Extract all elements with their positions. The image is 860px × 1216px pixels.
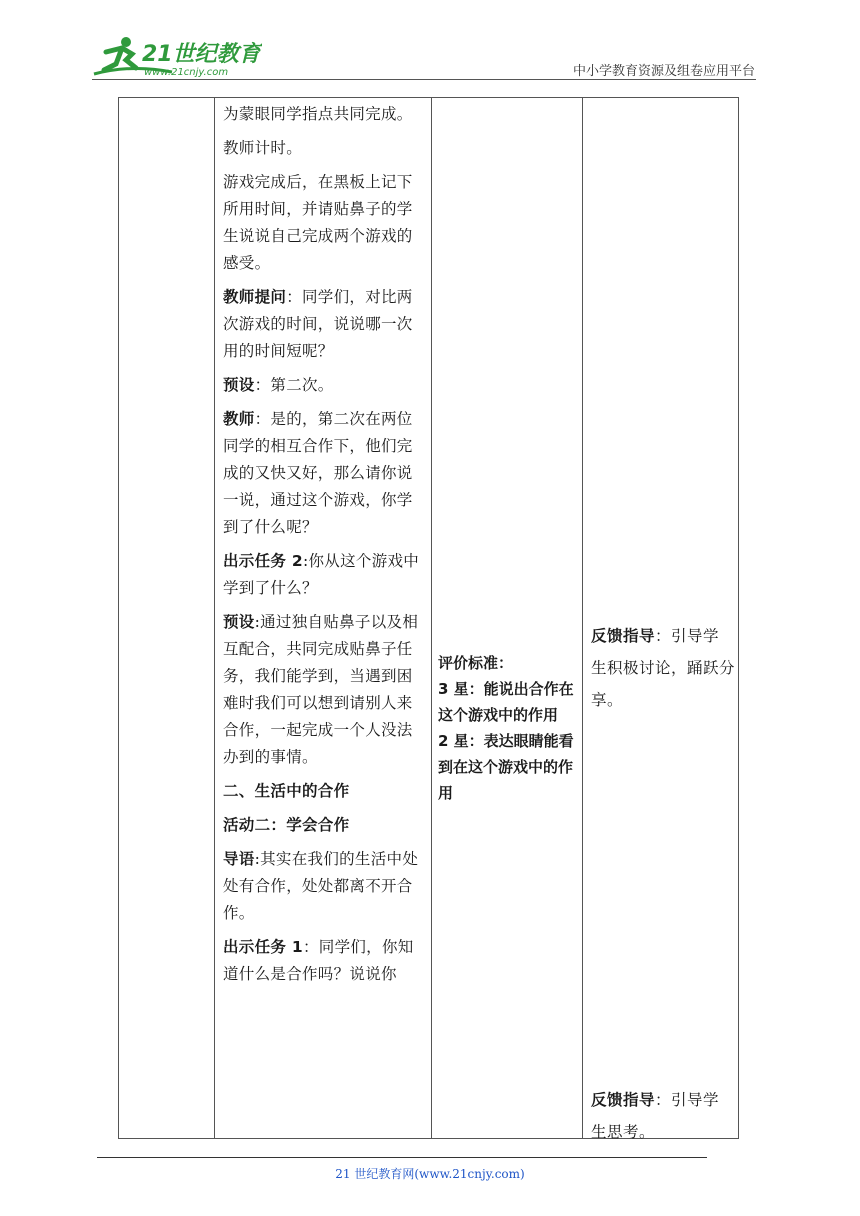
feedback-guidance-1: 反馈指导：引导学生积极讨论，踊跃分享。 [591, 627, 736, 709]
label-bold: 预设 [223, 376, 255, 394]
table-cell-activity [215, 98, 432, 1139]
table-cell-empty [119, 98, 215, 1139]
paragraph: 预设:通过独自贴鼻子以及相互配合，共同完成贴鼻子任务，我们能学到，当遇到困难时我们可以想到请别人来合作，一起完成一个人没法办到的事情。 [223, 613, 419, 766]
paragraph: 为蒙眼同学指点共同完成。 [223, 105, 413, 123]
paragraph: 预设：第二次。 [223, 376, 334, 394]
activity-heading: 活动二：学会合作 [223, 816, 350, 834]
footer-divider [97, 1157, 707, 1158]
svg-text:21世纪教育: 21世纪教育 [142, 42, 261, 67]
page-header [0, 0, 860, 80]
paragraph: 导语:其实在我们的生活中处处有合作，处处都离不开合作。 [223, 850, 419, 922]
table-cell-criteria [432, 98, 583, 1139]
label-bold: 教师提问 [223, 288, 287, 306]
header-divider [92, 79, 756, 80]
site-title: 中小学教育资源及组卷应用平台 [572, 64, 755, 79]
paragraph: 教师提问：同学们，对比两次游戏的时间，说说哪一次用的时间短呢？ [223, 288, 413, 360]
label-bold: 预设 [223, 613, 255, 631]
label-bold: 出示任务 1 [223, 938, 303, 956]
paragraph: 游戏完成后，在黑板上记下所用时间，并请贴鼻子的学生说说自己完成两个游戏的感受。 [223, 173, 413, 272]
feedback-guidance-2: 反馈指导：引导学生思考。 [591, 1091, 720, 1141]
table-row [119, 98, 739, 1139]
section-heading: 二、生活中的合作 [223, 782, 350, 800]
svg-text:www.21cnjy.com: www.21cnjy.com [144, 67, 229, 78]
footer-text: 21 世纪教育网(www.21cnjy.com) [335, 1167, 525, 1181]
paragraph: 出示任务 2:你从这个游戏中学到了什么？ [223, 552, 420, 597]
label-bold: 出示任务 2 [223, 552, 303, 570]
table-cell-feedback [583, 98, 739, 1139]
paragraph: 出示任务 1：同学们，你知道什么是合作吗？说说你 [223, 938, 414, 983]
evaluation-criteria: 评价标准： 3 星：能说出合作在这个游戏中的作用 2 星：表达眼睛能看到在这个游戏中的作用 [438, 654, 574, 802]
paragraph: 教师：是的，第二次在两位同学的相互合作下，他们完成的又快又好，那么请你说一说，通过这个游戏，你学到了什么呢？ [223, 410, 413, 536]
label-bold: 教师 [223, 410, 255, 428]
label-bold: 导语 [223, 850, 255, 868]
paragraph: 教师计时。 [223, 139, 303, 157]
lesson-table [118, 97, 739, 1139]
logo-21cnjy [92, 34, 262, 78]
